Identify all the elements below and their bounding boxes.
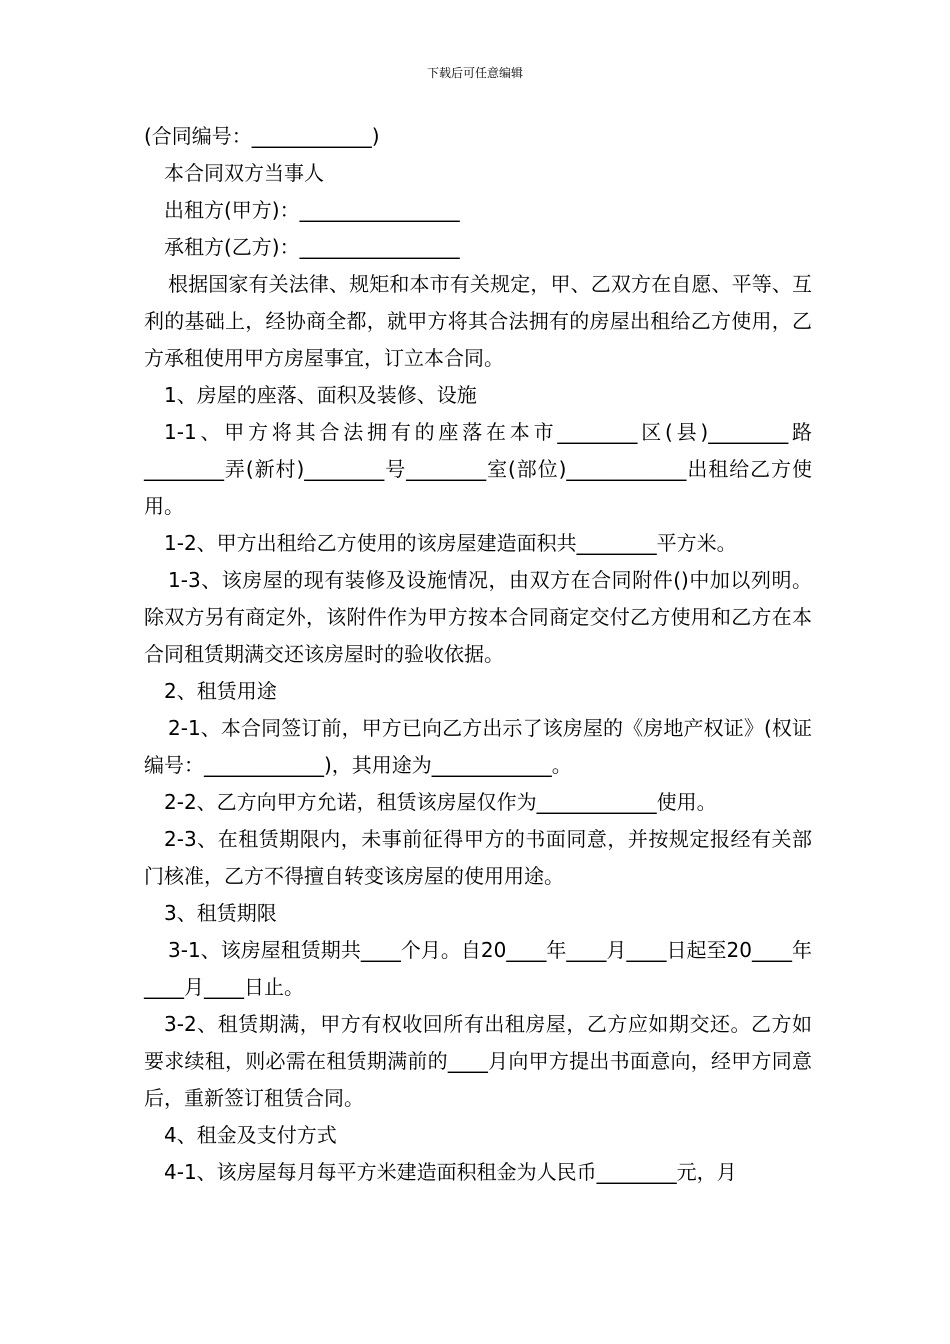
paragraph: 出租方(甲方)：________________ — [164, 198, 460, 222]
paragraph: 2-1、本合同签订前，甲方已向乙方出示了该房屋的《房地产权证》(权证编号：____________)，其用途为____________。 — [144, 716, 812, 777]
paragraph: 1-1、甲方将其合法拥有的座落在本市________区(县)________路________弄(新村)________号________室(部位)____________出租给乙方使用。 — [144, 420, 812, 518]
paragraph: (合同编号：____________) — [144, 124, 380, 148]
paragraph: 2-3、在租赁期限内，未事前征得甲方的书面同意，并按规定报经有关部门核准，乙方不得擅自转变该房屋的使用用途。 — [144, 827, 812, 888]
paragraph: 1-2、甲方出租给乙方使用的该房屋建造面积共________平方米。 — [164, 531, 737, 555]
document-body — [144, 118, 812, 1191]
paragraph: 承租方(乙方)：________________ — [164, 235, 460, 259]
paragraph: 3-2、租赁期满，甲方有权收回所有出租房屋，乙方应如期交还。乙方如要求续租，则必需在租赁期满前的____月向甲方提出书面意向，经甲方同意后，重新签订租赁合同。 — [144, 1012, 812, 1110]
page-header: 下载后可任意编辑 — [426, 66, 523, 80]
paragraph: 2、租赁用途 — [164, 679, 277, 703]
paragraph: 4、租金及支付方式 — [164, 1123, 337, 1147]
paragraph: 1、房屋的座落、面积及装修、设施 — [164, 383, 477, 407]
paragraph: 1-3、该房屋的现有装修及设施情况，由双方在合同附件()中加以列明。除双方另有商定外，该附件作为甲方按本合同商定交付乙方使用和乙方在本合同租赁期满交还该房屋时的验收依据。 — [144, 568, 812, 666]
paragraph: 2-2、乙方向甲方允诺，租赁该房屋仅作为____________使用。 — [164, 790, 717, 814]
paragraph: 根据国家有关法律、规矩和本市有关规定，甲、乙双方在自愿、平等、互利的基础上，经协商全都，就甲方将其合法拥有的房屋出租给乙方使用，乙方承租使用甲方房屋事宜，订立本合同。 — [144, 272, 812, 370]
paragraph: 3-1、该房屋租赁期共____个月。自20____年____月____日起至20____年____月____日止。 — [144, 938, 812, 999]
paragraph: 4-1、该房屋每月每平方米建造面积租金为人民币________元，月 — [164, 1160, 737, 1184]
paragraph: 本合同双方当事人 — [164, 161, 324, 185]
paragraph: 3、租赁期限 — [164, 901, 277, 925]
